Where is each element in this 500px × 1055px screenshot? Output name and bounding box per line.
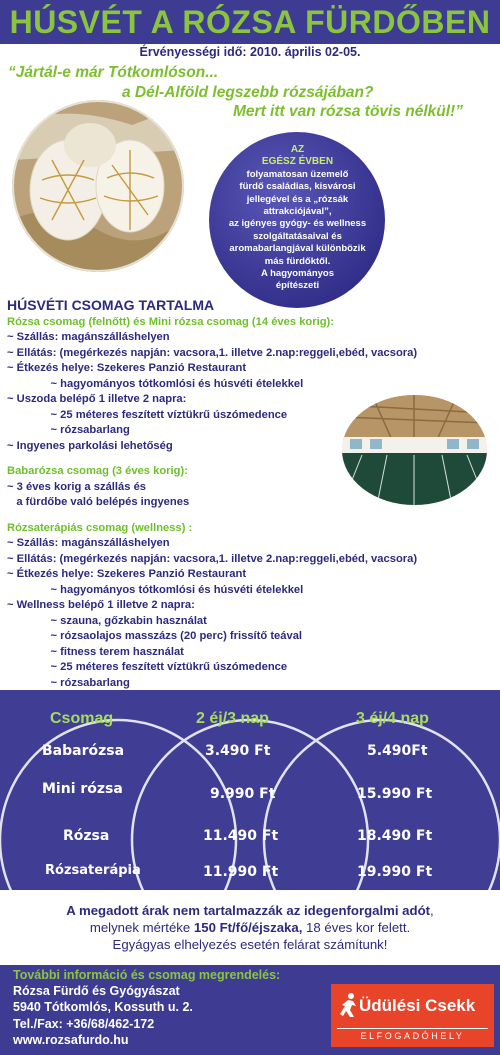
package-line: ~ Uszoda belépő 1 illetve 2 napra: <box>7 393 187 405</box>
note-line-2-rest: 18 éves kor felett. <box>302 920 411 935</box>
package-line: ~ Ingyenes parkolási lehetőség <box>7 439 173 452</box>
price-note <box>0 902 500 953</box>
circle-line: folyamatosan üzemelő <box>246 168 349 180</box>
note-line-2-a: melynek mértéke <box>89 920 194 935</box>
baba-package-heading: Babarózsa csomag (3 éves korig): <box>7 465 188 477</box>
package-line: ~ 25 méteres feszített víztükrű úszómedence <box>7 408 288 421</box>
price-row-2nights: 11.990 Ft <box>203 864 279 880</box>
package-line: ~ Wellness belépő 1 illetve 2 napra: <box>7 599 195 611</box>
footer-name: Rózsa Fürdő és Gyógyászat <box>13 984 180 999</box>
note-line-1-bold: A megadott árak nem tartalmazzák az idegenforgalmi adót <box>66 903 431 918</box>
package-line: ~ 25 méteres feszített víztükrű úszómedence <box>7 661 288 673</box>
footer-heading: További információ és csomag megrendelés: <box>13 968 281 982</box>
note-line-2-bold: 150 Ft/fő/éjszaka, <box>193 920 303 935</box>
slogan-line-1: “Jártál-e már Tótkomlóson... <box>8 64 219 81</box>
packages-section <box>7 298 487 707</box>
udulesi-csekk-badge <box>331 984 494 1047</box>
circle-line: aromabarlangjával különbözik <box>229 243 366 255</box>
price-row-2nights: 3.490 Ft <box>205 743 271 759</box>
footer-address: 5940 Tótkomlós, Kossuth u. 2. <box>13 1000 193 1015</box>
note-line-1-rest: , <box>430 903 434 918</box>
price-row-3nights: 5.490Ft <box>367 743 428 759</box>
price-row-2nights: 9.990 Ft <box>210 786 276 802</box>
note-line-2 <box>0 919 500 936</box>
footer-phone: Tel./Fax: +36/68/462-172 <box>13 1016 155 1031</box>
footer-web-link[interactable]: www.rozsafurdo.hu <box>13 1032 129 1047</box>
price-row-3nights: 18.490 Ft <box>357 828 433 844</box>
price-row-3nights: 15.990 Ft <box>357 786 433 802</box>
package-line: ~ Ellátás: (megérkezés napján: vacsora,1. illetve 2.nap:reggeli,ebéd, vacsora) <box>7 552 418 565</box>
badge-subtitle: ELFOGADÓHELY <box>360 1031 465 1041</box>
rozsa-package-heading: Rózsa csomag (felnőtt) és Mini rózsa csomag (14 éves korig): <box>7 315 335 328</box>
price-row-name: Mini rózsa <box>42 781 123 797</box>
price-table-header-package: Csomag <box>50 710 114 727</box>
package-line: ~ rózsabarlang <box>7 424 130 436</box>
circle-line: fürdő családias, kisvárosi <box>239 181 356 193</box>
circle-line: A hagyományos <box>260 268 335 280</box>
package-line: ~ fitness terem használat <box>7 645 184 658</box>
terapia-package-heading: Rózsaterápiás csomag (wellness) : <box>7 521 193 534</box>
runner-icon <box>338 992 360 1018</box>
circle-line: jellegével és a „rózsák <box>246 193 349 205</box>
circle-line: az igényes gyógy- és wellness <box>228 218 367 230</box>
package-line: ~ Szállás: magánszálláshelyen <box>7 331 170 343</box>
price-table-header-3nights: 3 éj/4 nap <box>356 710 429 727</box>
package-line: ~ Étkezés helye: Szekeres Panzió Restaurant <box>7 568 247 580</box>
package-line: ~ Ellátás: (megérkezés napján: vacsora,1. illetve 2.nap:reggeli,ebéd, vacsora) <box>7 346 418 359</box>
circle-line: attrakciójával”, <box>263 206 332 218</box>
price-row-2nights: 11.490 Ft <box>203 828 279 844</box>
circle-line: építészeti <box>275 280 320 292</box>
price-table-header-2nights: 2 éj/3 nap <box>196 710 269 727</box>
price-row-3nights: 19.990 Ft <box>357 864 433 880</box>
slogan-line-2: a Dél-Alföld legszebb rózsájában? <box>122 84 374 101</box>
validity-text: Érvényességi idő: 2010. április 02-05. <box>139 45 361 59</box>
slogan-line-3: Mert itt van rózsa tövis nélkül!” <box>233 103 463 120</box>
price-row-name: Rózsaterápia <box>45 863 141 878</box>
package-line: ~ rózsabarlang <box>7 676 130 689</box>
price-row-name: Rózsa <box>63 828 110 844</box>
footer-contact <box>13 967 333 1048</box>
package-line: a fürdőbe való belépés ingyenes <box>7 496 190 508</box>
circle-line: szolgáltatásaival és <box>253 230 342 242</box>
note-line-3: Egyágyas elhelyezés esetén felárat számítunk! <box>112 937 388 952</box>
info-circle-text <box>215 144 380 293</box>
package-line: ~ hagyományos tótkomlósi és húsvéti ételekkel <box>7 377 304 390</box>
badge-divider <box>337 1028 488 1029</box>
package-line: ~ 3 éves korig a szállás és <box>7 480 147 493</box>
package-line: ~ hagyományos tótkomlósi és húsvéti ételekkel <box>7 583 304 596</box>
badge-title: Üdülési Csekk <box>359 996 476 1015</box>
package-line: ~ Szállás: magánszálláshelyen <box>7 537 170 549</box>
package-line: ~ Étkezés helye: Szekeres Panzió Restaurant <box>7 362 247 374</box>
price-row-name: Babarózsa <box>42 743 125 759</box>
page-title: HÚSVÉT A RÓZSA FÜRDŐBEN <box>9 4 491 40</box>
circle-line: más fürdőktől. <box>264 255 331 267</box>
circle-line: AZ <box>290 144 305 155</box>
packages-heading: HÚSVÉTI CSOMAG TARTALMA <box>7 297 215 313</box>
package-line: ~ rózsaolajos masszázs (20 perc) frissítő teával <box>7 630 303 642</box>
easter-eggs-image <box>12 100 184 272</box>
circle-line: EGÉSZ ÉVBEN <box>261 156 334 168</box>
note-line-1 <box>0 902 500 919</box>
package-line: ~ szauna, gőzkabin használat <box>7 614 207 627</box>
